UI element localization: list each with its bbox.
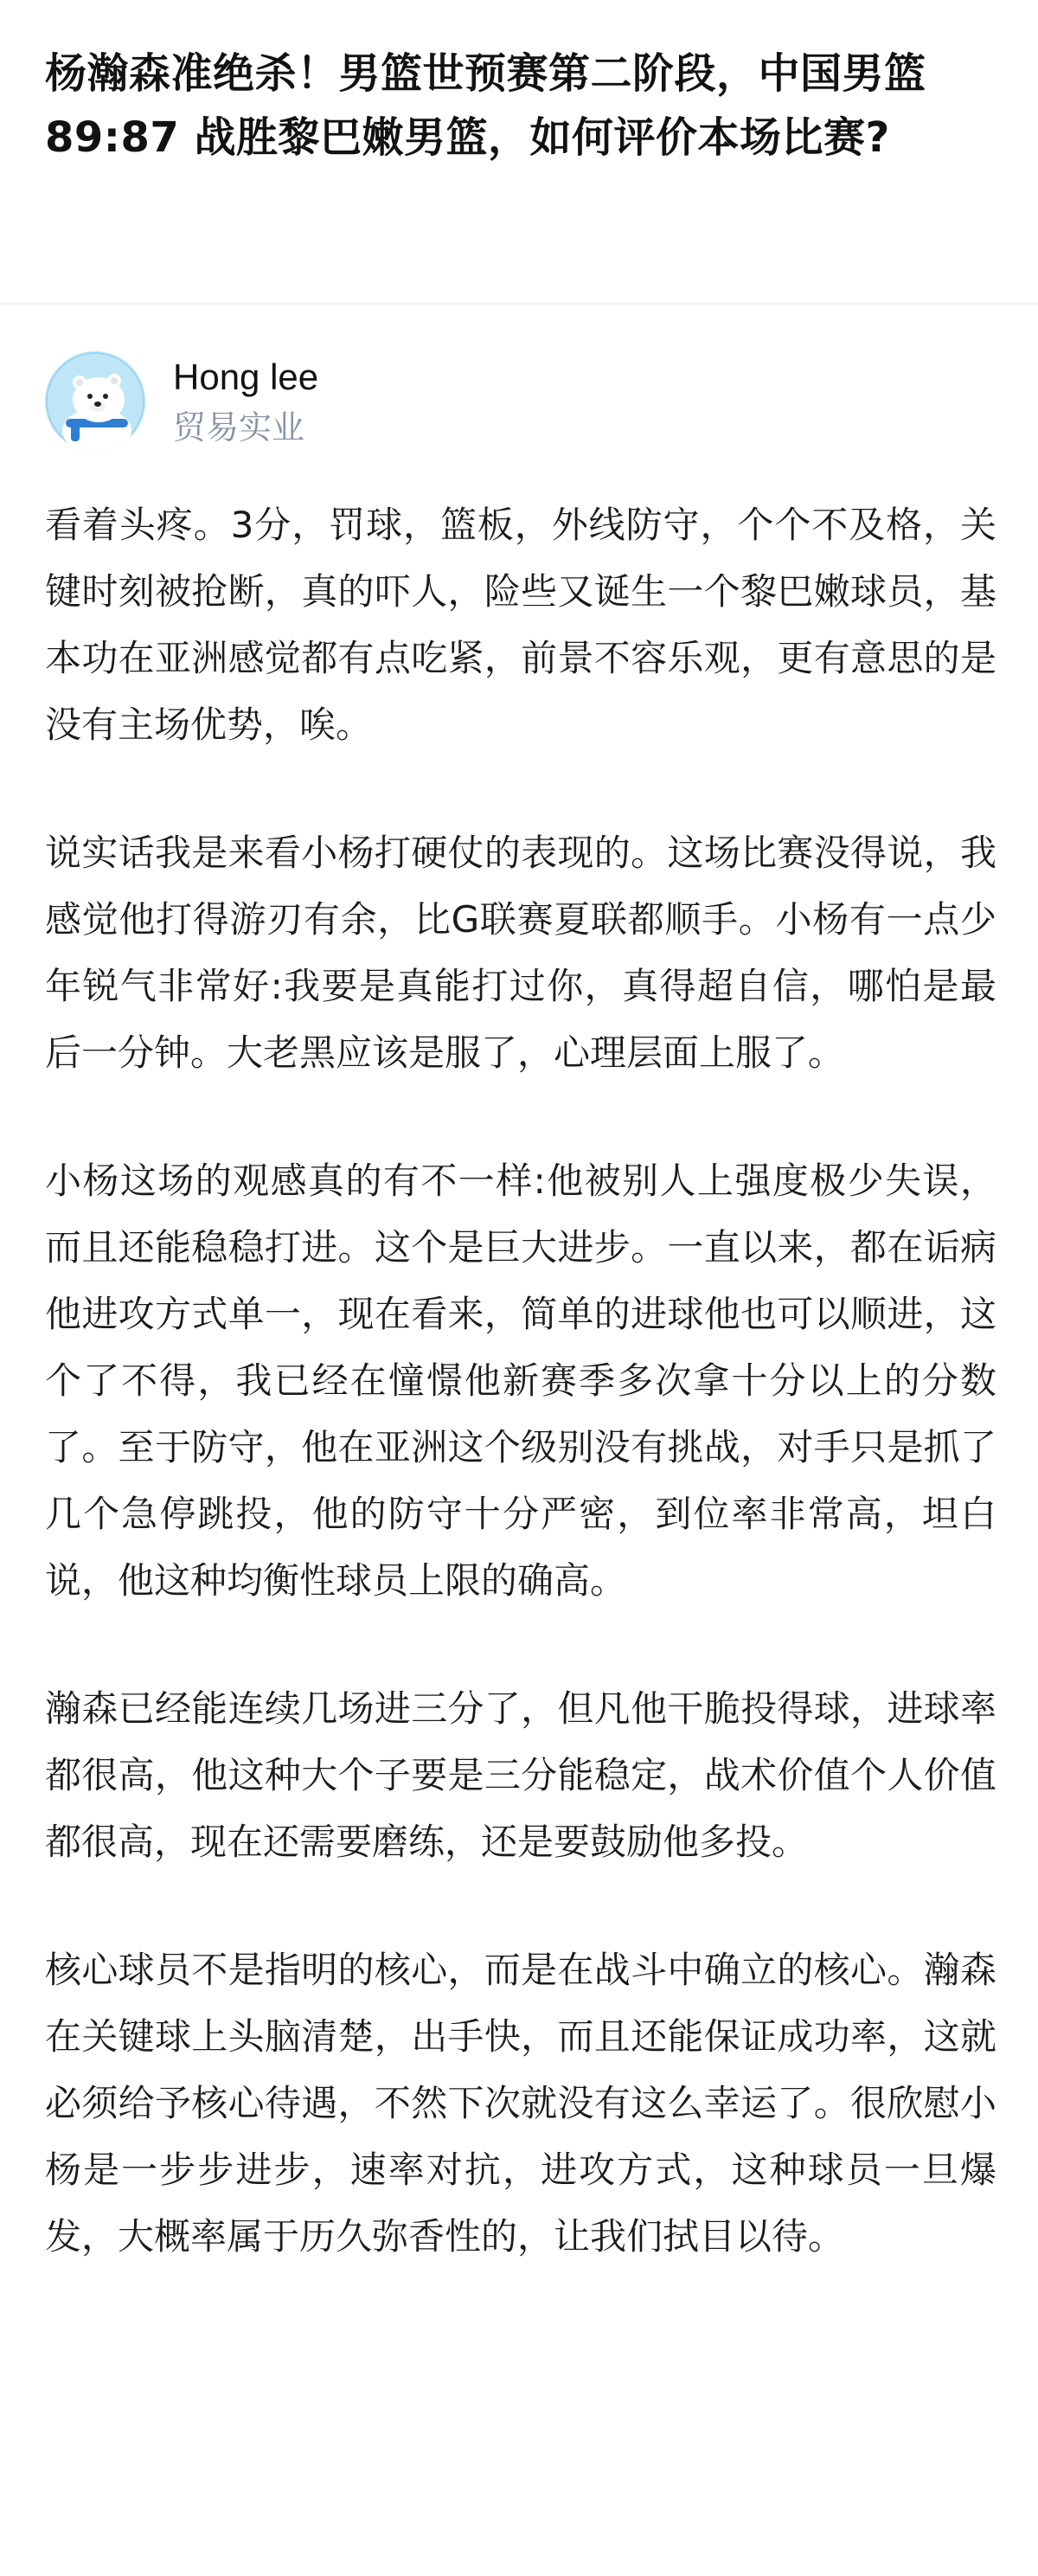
polar-bear-avatar-icon[interactable]	[45, 351, 145, 452]
author-info	[45, 346, 996, 459]
question-header	[45, 42, 1005, 170]
answer-content	[45, 491, 996, 2331]
question-title[interactable]: 杨瀚森准绝杀！男篮世预赛第二阶段，中国男篮 89:87 战胜黎巴嫩男篮，如何评价本场比赛?	[45, 49, 926, 162]
header-divider	[0, 303, 1038, 305]
answer-paragraph: 瀚森已经能连续几场进三分了，但凡他干脆投得球，进球率都很高，他这种大个子要是三分能稳定，战术价值个人价值都很高，现在还需要磨练，还是要鼓励他多投。	[45, 1687, 996, 1863]
author-name[interactable]: Hong lee	[173, 357, 319, 397]
answer-paragraph: 看着头疼。3分，罚球，篮板，外线防守，个个不及格，关键时刻被抢断，真的吓人，险些又诞生一个黎巴嫩球员，基本功在亚洲感觉都有点吃紧，前景不容乐观，更有意思的是没有主场优势，唉。	[45, 504, 996, 746]
author-bio: 贸易实业	[173, 408, 305, 446]
answer-paragraph: 核心球员不是指明的核心，而是在战斗中确立的核心。瀚森在关键球上头脑清楚，出手快，而且还能保证成功率，这就必须给予核心待遇，不然下次就没有这么幸运了。很欣慰小杨是一步步进步，速率对抗，进攻方式，这种球员一旦爆发，大概率属于历久弥香性的，让我们拭目以待。	[45, 1949, 996, 2258]
answer-paragraph: 小杨这场的观感真的有不一样:他被别人上强度极少失误，而且还能稳稳打进。这个是巨大进步。一直以来，都在诟病他进攻方式单一，现在看来，简单的进球他也可以顺进，这个了不得，我已经在憧憬他新赛季多次拿十分以上的分数了。至于防守，他在亚洲这个级别没有挑战，对手只是抓了几个急停跳投，他的防守十分严密，到位率非常高，坦白说，他这种均衡性球员上限的确高。	[45, 1160, 996, 1602]
answer-paragraph: 说实话我是来看小杨打硬仗的表现的。这场比赛没得说，我感觉他打得游刃有余，比G联赛夏联都顺手。小杨有一点少年锐气非常好:我要是真能打过你，真得超自信，哪怕是最后一分钟。大老黑应该是服了，心理层面上服了。	[45, 832, 996, 1074]
